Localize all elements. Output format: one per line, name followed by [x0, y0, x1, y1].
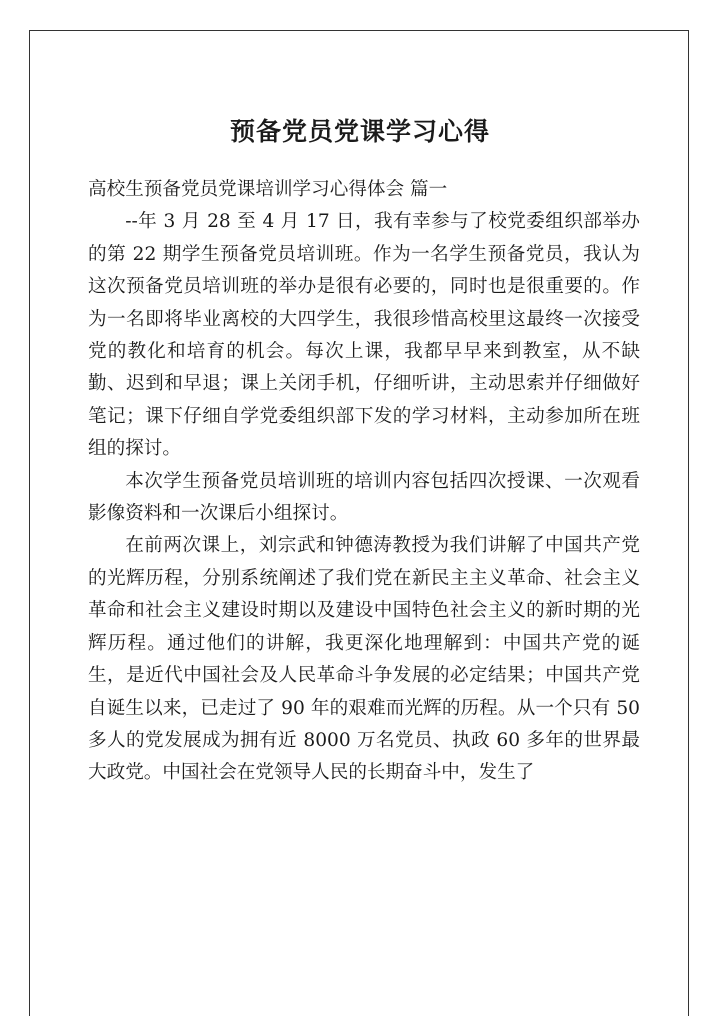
document-title: 预备党员党课学习心得 — [229, 117, 490, 146]
document-body — [88, 174, 640, 790]
paragraph-1: --年 3 月 28 至 4 月 17 日，我有幸参与了校党委组织部举办的第 22 期学生预备党员培训班。作为一名学生预备党员，我认为这次预备党员培训班的举办是很有必要的，同时也是很重要的。作为一名即将毕业离校的大四学生，我很珍惜高校里这最终一次接受党的教化和培育的机会。每次上课，我都早早来到教室，从不缺勤、迟到和早退；课上关闭手机，仔细听讲，主动思索并仔细做好笔记；课下仔细自学党委组织部下发的学习材料，主动参加所在班组的探讨。 — [88, 211, 640, 460]
section-subtitle: 高校生预备党员党课培训学习心得体会 篇一 — [88, 179, 448, 200]
paragraph-3: 在前两次课上，刘宗武和钟德涛教授为我们讲解了中国共产党的光辉历程，分别系统阐述了我们党在新民主主义革命、社会主义革命和社会主义建设时期以及建设中国特色社会主义的新时期的光辉历程。通过他们的讲解，我更深化地理解到：中国共产党的诞生，是近代中国社会及人民革命斗争发展的必定结果；中国共产党自诞生以来，已走过了 90 年的艰难而光辉的历程。从一个只有 50 多人的党发展成为拥有近 8000 万名党员、执政 60 多年的世界最大政党。中国社会在党领导人民的长期奋斗中，发生了 — [88, 535, 640, 784]
paragraph-2: 本次学生预备党员培训班的培训内容包括四次授课、一次观看影像资料和一次课后小组探讨。 — [88, 470, 640, 525]
